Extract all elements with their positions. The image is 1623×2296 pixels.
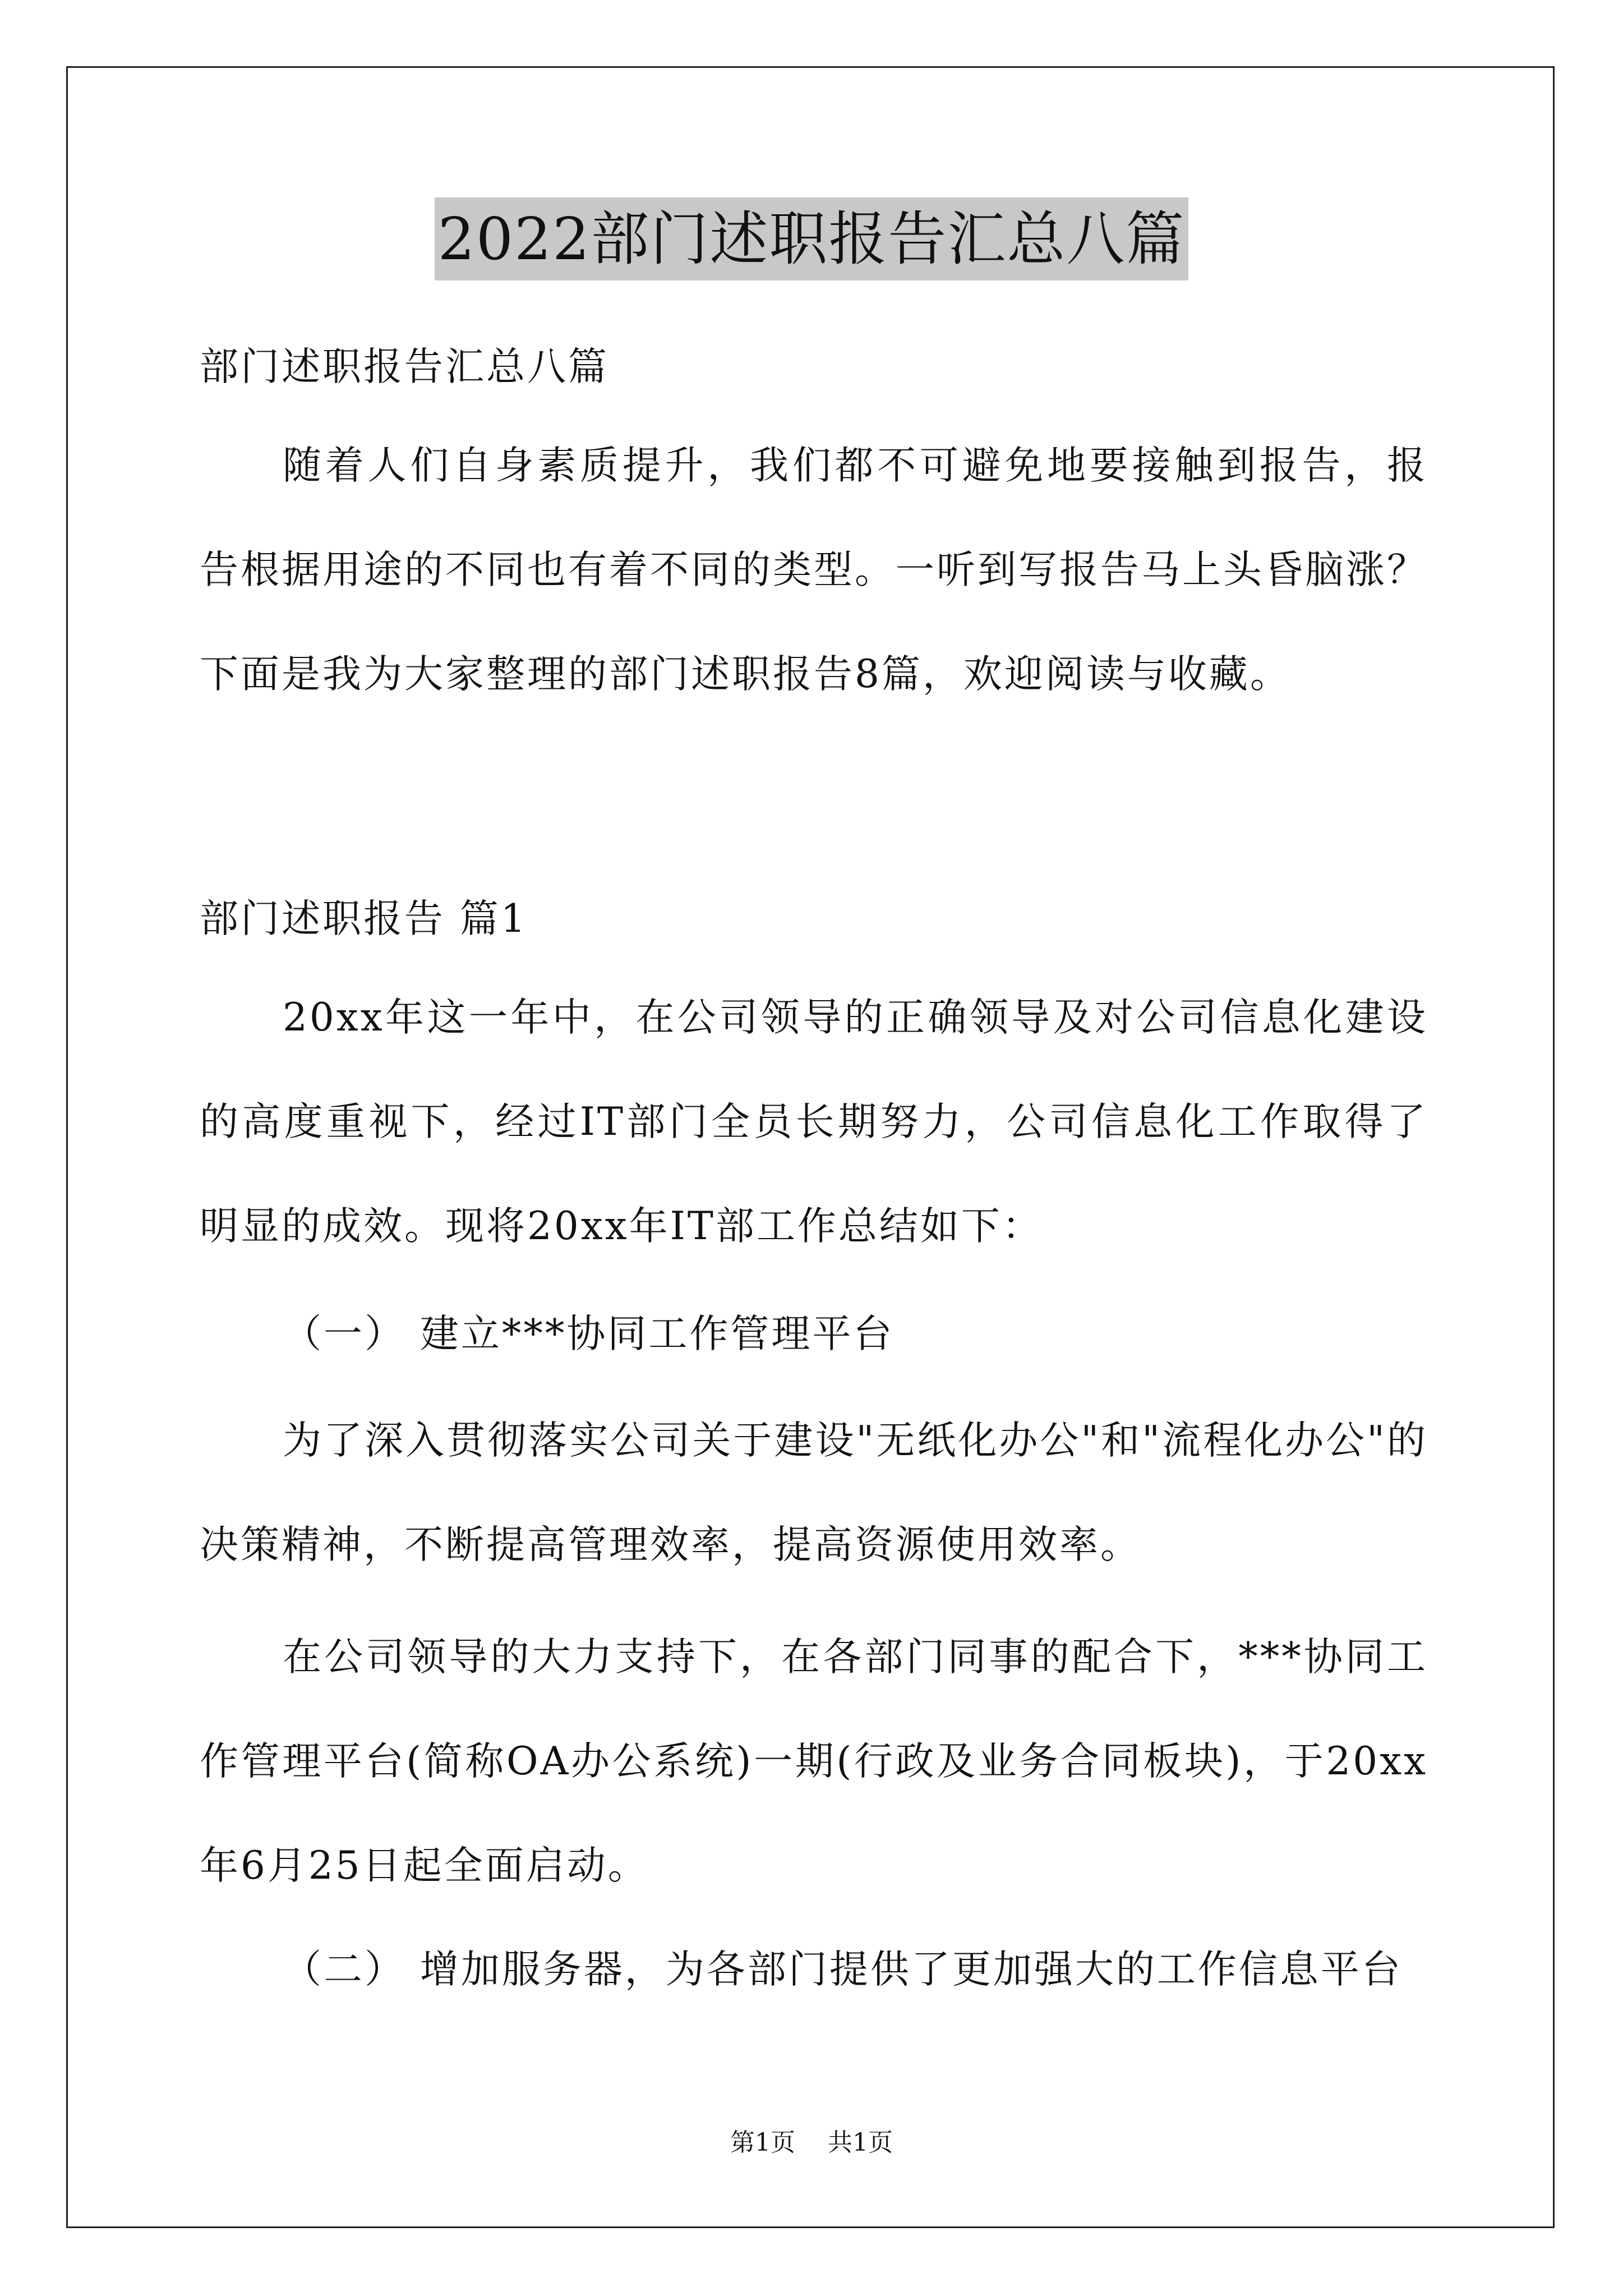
section-heading: 部门述职报告 篇1 xyxy=(200,896,528,941)
title-area xyxy=(0,197,1623,280)
body-paragraph: 20xx年这一年中，在公司领导的正确领导及对公司信息化建设的高度重视下，经过IT部门全员长期努力，公司信息化工作取得了明显的成效。现将20xx年IT部工作总结如下： xyxy=(200,995,1428,1249)
page-total: 共1页 xyxy=(828,2128,893,2157)
page-footer xyxy=(0,2126,1623,2160)
subsection-heading: （二） 增加服务器，为各部门提供了更加强大的工作信息平台 xyxy=(283,1947,1403,1992)
body-paragraph: 为了深入贯彻落实公司关于建设"无纸化办公"和"流程化办公"的决策精神，不断提高管理效率，提高资源使用效率。 xyxy=(200,1418,1428,1567)
subtitle-paragraph: 部门述职报告汇总八篇 xyxy=(200,344,609,389)
body-paragraph: 在公司领导的大力支持下，在各部门同事的配合下，***协同工作管理平台(简称OA办公系统)一期(行政及业务合同板块)，于20xx年6月25日起全面启动。 xyxy=(200,1635,1428,1888)
page-number: 第1页 xyxy=(730,2128,795,2157)
subsection-heading: （一） 建立***协同工作管理平台 xyxy=(283,1312,895,1356)
intro-paragraph: 随着人们自身素质提升，我们都不可避免地要接触到报告，报告根据用途的不同也有着不同的类型。一听到写报告马上头昏脑涨？下面是我为大家整理的部门述职报告8篇，欢迎阅读与收藏。 xyxy=(200,443,1428,697)
document-title: 2022部门述职报告汇总八篇 xyxy=(435,197,1189,280)
